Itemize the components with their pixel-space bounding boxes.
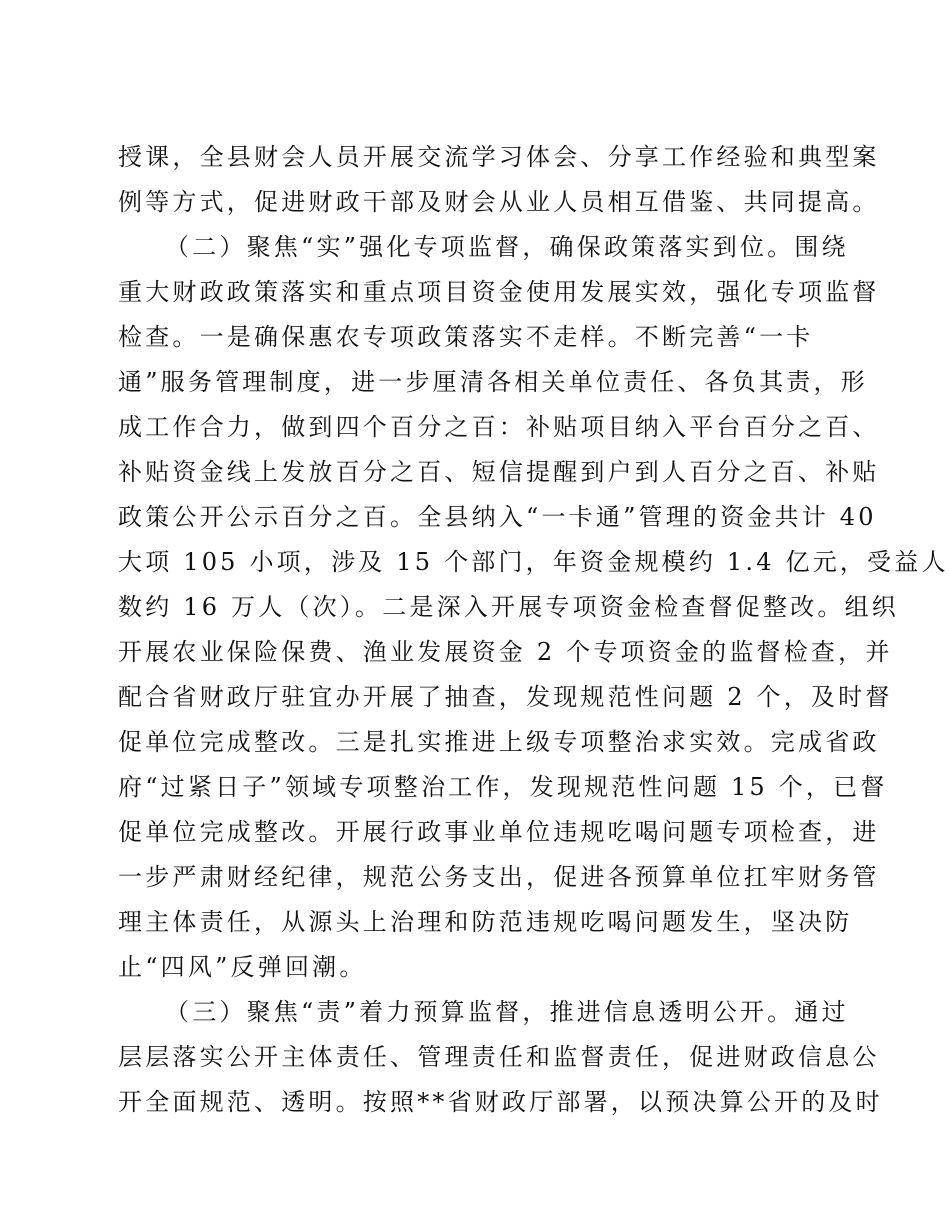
text-line: 重大财政政策落实和重点项目资金使用发展实效，强化专项监督 (118, 278, 880, 306)
text-line: 府“过紧日子”领域专项整治工作，发现规范性问题 15 个，已督 (118, 773, 888, 801)
text-line: 数约 16 万人（次）。二是深入开展专项资金检查督促整改。组织 (118, 593, 899, 621)
text-line: 开全面规范、透明。按照**省财政厅部署，以预决算公开的及时 (118, 1088, 883, 1116)
text-line: 促单位完成整改。开展行政事业单位违规吃喝问题专项检查，进 (118, 818, 880, 846)
text-line: 配合省财政厅驻宜办开展了抽查，发现规范性问题 2 个，及时督 (118, 683, 893, 711)
section-heading-line: （三）聚焦“责”着力预算监督，推进信息透明公开。通过 (165, 998, 849, 1026)
text-line: 例等方式，促进财政干部及财会从业人员相互借鉴、共同提高。 (118, 188, 880, 216)
text-line: 层层落实公开主体责任、管理责任和监督责任，促进财政信息公 (118, 1043, 880, 1071)
text-line: 政策公开公示百分之百。全县纳入“一卡通”管理的资金共计 40 (118, 503, 877, 531)
text-line: 促单位完成整改。三是扎实推进上级专项整治求实效。完成省政 (118, 728, 880, 756)
text-line: 通”服务管理制度，进一步厘清各相关单位责任、各负其责，形 (118, 368, 868, 396)
text-line: 理主体责任，从源头上治理和防范违规吃喝问题发生，坚决防 (118, 908, 853, 936)
text-line: 开展农业保险保费、渔业发展资金 2 个专项资金的监督检查，并 (118, 638, 893, 666)
text-line: 大项 105 小项，涉及 15 个部门，年资金规模约 1.4 亿元，受益人 (118, 548, 949, 576)
text-line: 一步严肃财经纪律，规范公务支出，促进各预算单位扛牢财务管 (118, 863, 880, 891)
text-line: 授课，全县财会人员开展交流学习体会、分享工作经验和典型案 (118, 143, 880, 171)
text-line: 止“四风”反弹回潮。 (118, 953, 367, 981)
text-line: 检查。一是确保惠农专项政策落实不走样。不断完善“一卡 (118, 323, 814, 351)
section-heading-line: （二）聚焦“实”强化专项监督，确保政策落实到位。围绕 (165, 233, 849, 261)
text-line: 成工作合力，做到四个百分之百：补贴项目纳入平台百分之百、 (118, 413, 880, 441)
text-line: 补贴资金线上发放百分之百、短信提醒到户到人百分之百、补贴 (118, 458, 880, 486)
